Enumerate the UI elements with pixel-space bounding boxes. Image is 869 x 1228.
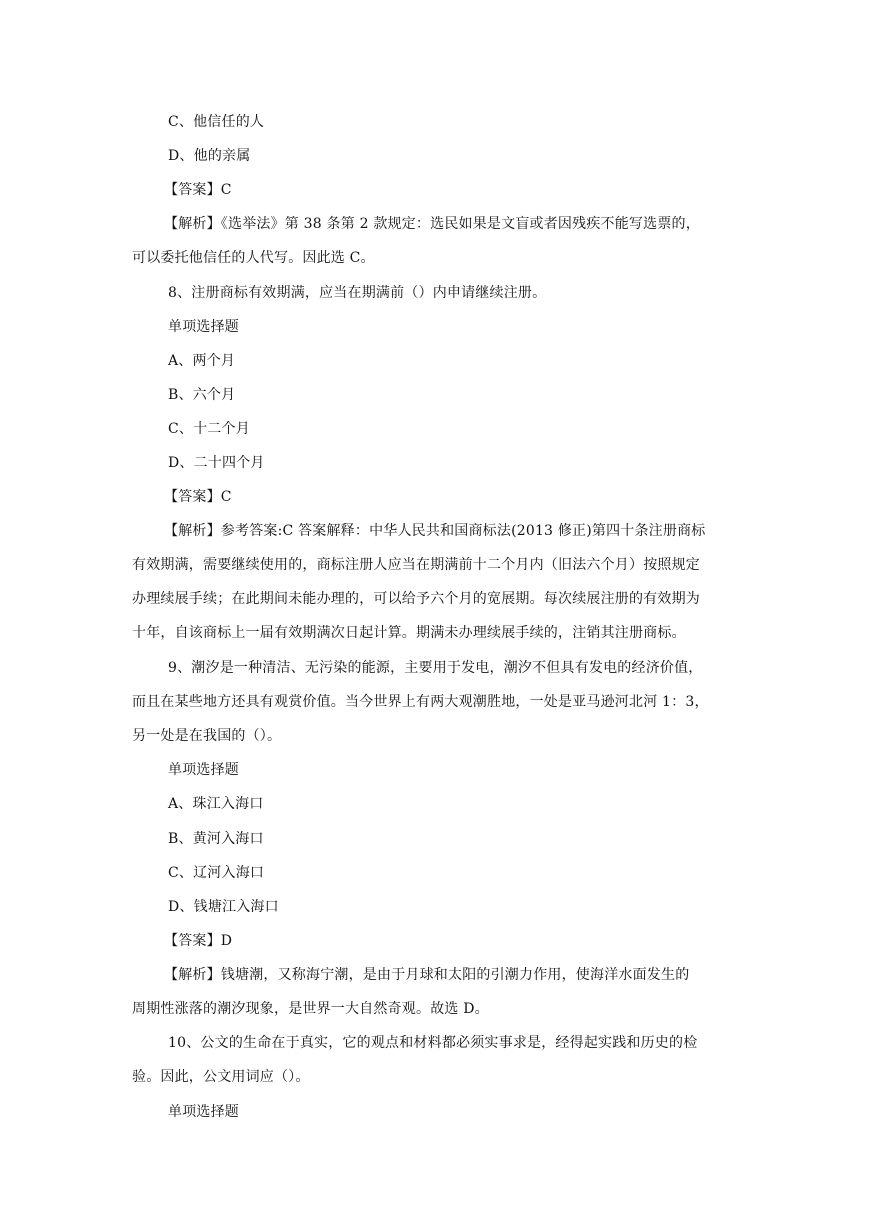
q8-option-b: B、六个月: [168, 387, 236, 403]
q8-answer: 【答案】C: [164, 489, 232, 505]
q10-type: 单项选择题: [168, 1104, 239, 1120]
q8-question: 8、注册商标有效期满，应当在期满前（）内申请继续注册。: [168, 285, 547, 301]
q9-type: 单项选择题: [168, 762, 239, 778]
q9-question-line-3: 另一处是在我国的（）。: [132, 728, 282, 744]
q9-option-d: D、钱塘江入海口: [168, 899, 279, 915]
q9-option-a: A、珠江入海口: [168, 796, 264, 812]
q7-option-d: D、他的亲属: [168, 148, 251, 164]
q10-question-line-2: 验。因此，公文用词应（）。: [132, 1069, 310, 1085]
q9-answer: 【答案】D: [164, 933, 233, 949]
q8-analysis-line-2: 有效期满，需要继续使用的，商标注册人应当在期满前十二个月内（旧法六个月）按照规定: [132, 557, 700, 573]
q8-type: 单项选择题: [168, 319, 239, 335]
q9-question-line-2: 而且在某些地方还具有观赏价值。当今世界上有两大观潮胜地，一处是亚马逊河北河 1：3，: [132, 694, 709, 710]
q7-answer: 【答案】C: [164, 182, 232, 198]
q8-analysis-line-3: 办理续展手续；在此期间未能办理的，可以给予六个月的宽展期。每次续展注册的有效期为: [132, 591, 700, 607]
q10-question-line-1: 10、公文的生命在于真实，它的观点和材料都必须实事求是，经得起实践和历史的检: [168, 1035, 698, 1051]
q8-analysis-line-4: 十年，自该商标上一届有效期满次日起计算。期满未办理续展手续的，注销其注册商标。: [132, 625, 686, 641]
q7-analysis-line-1: 【解析】《选举法》第 38 条第 2 款规定：选民如果是文盲或者因残疾不能写选票的，: [164, 216, 700, 232]
q9-analysis-line-1: 【解析】钱塘潮，又称海宁潮，是由于月球和太阳的引潮力作用，使海洋水面发生的: [164, 967, 690, 983]
q7-option-c: C、他信任的人: [168, 114, 265, 130]
q8-analysis-line-1: 【解析】参考答案:C 答案解释：中华人民共和国商标法(2013 修正)第四十条注册商标: [164, 523, 706, 539]
q8-option-c: C、十二个月: [168, 421, 250, 437]
q9-option-b: B、黄河入海口: [168, 831, 264, 847]
q8-option-a: A、两个月: [168, 353, 236, 369]
q9-analysis-line-2: 周期性涨落的潮汐现象，是世界一大自然奇观。故选 D。: [132, 1001, 489, 1017]
q8-option-d: D、二十四个月: [168, 455, 265, 471]
q9-option-c: C、辽河入海口: [168, 865, 265, 881]
q9-question-line-1: 9、潮汐是一种清洁、无污染的能源，主要用于发电，潮汐不但具有发电的经济价值，: [168, 660, 703, 676]
q7-analysis-line-2: 可以委托他信任的人代写。因此选 C。: [132, 250, 375, 266]
